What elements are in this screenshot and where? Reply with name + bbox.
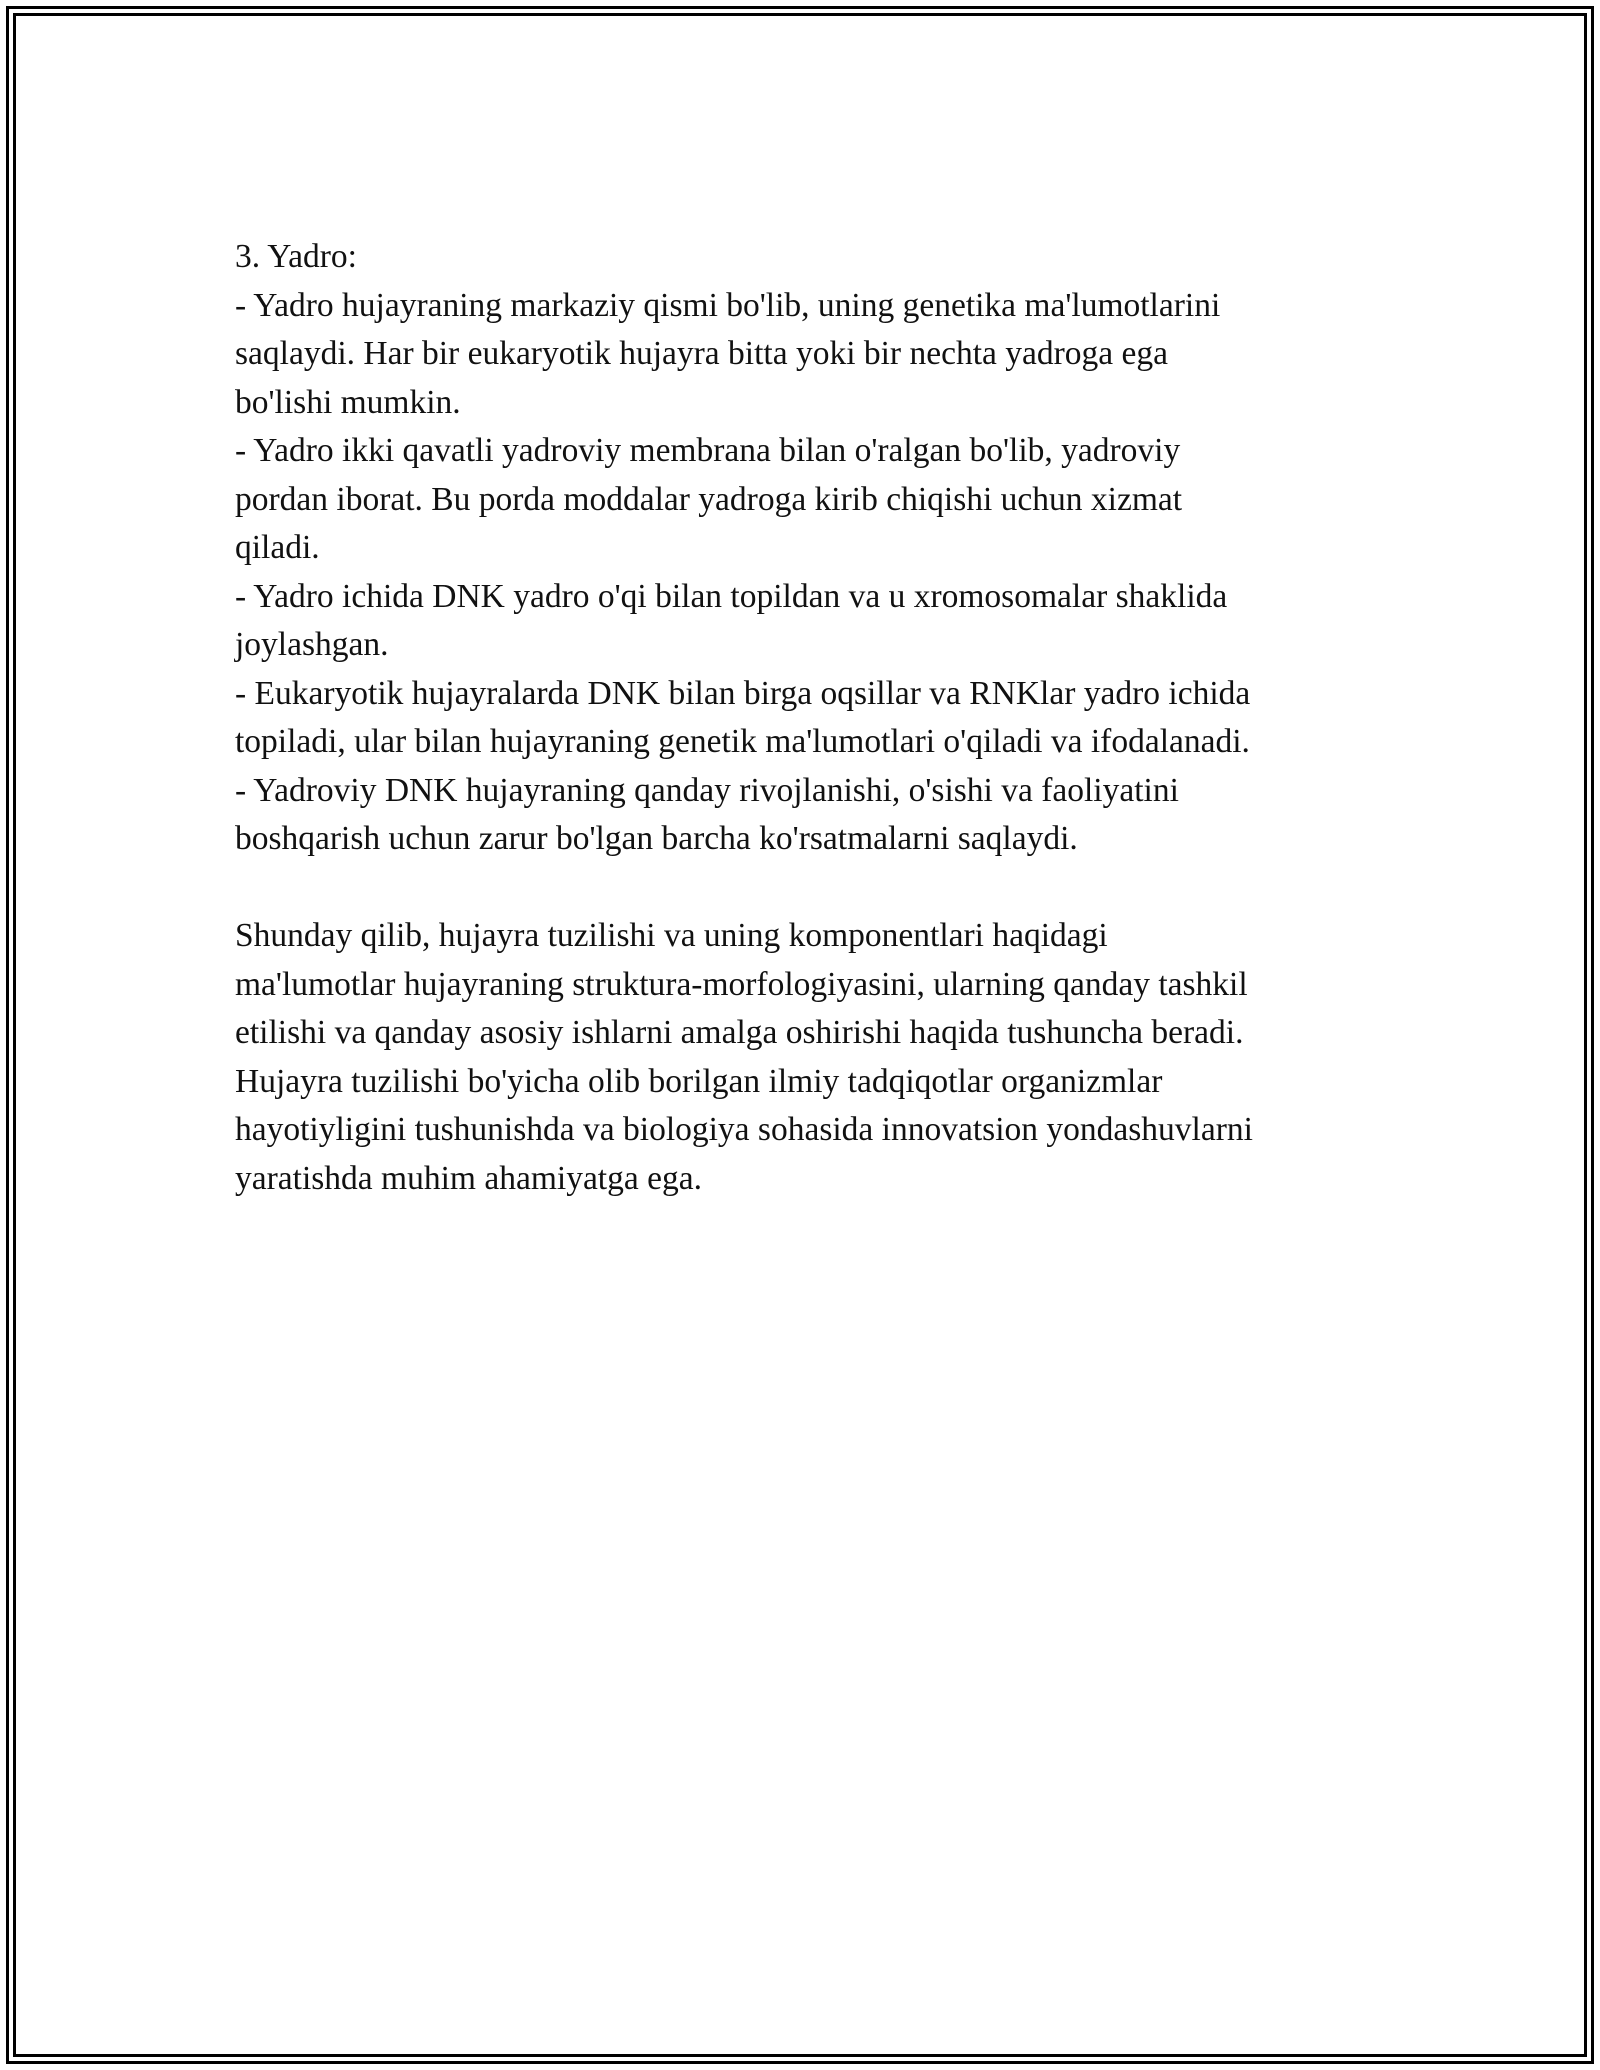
document-body <box>235 233 1365 1203</box>
text-line: saqlaydi. Har bir eukaryotik hujayra bitta yoki bir nechta yadroga ega <box>235 335 1169 372</box>
text-line: topiladi, ular bilan hujayraning genetik ma'lumotlari o'qiladi va ifodalanadi. <box>235 723 1250 760</box>
conclusion-line: Shunday qilib, hujayra tuzilishi va uning komponentlari haqidagi <box>235 917 1108 954</box>
text-line: - Eukaryotik hujayralarda DNK bilan birga oqsillar va RNKlar yadro ichida <box>235 674 1251 712</box>
text-line: qiladi. <box>235 529 320 566</box>
text-line: - Yadro ikki qavatli yadroviy membrana bilan o'ralgan bo'lib, yadroviy <box>235 432 1181 469</box>
text-line: - Yadro ichida DNK yadro o'qi bilan topildan va u xromosomalar shaklida <box>235 577 1228 615</box>
text-line: joylashgan. <box>235 626 389 663</box>
conclusion-line: hayotiyligini tushunishda va biologiya sohasida innovatsion yondashuvlarni <box>235 1111 1253 1148</box>
section-heading: 3. Yadro: <box>235 238 357 275</box>
text-line: - Yadro hujayraning markaziy qismi bo'lib, uning genetika ma'lumotlarini <box>235 286 1221 324</box>
text-line: pordan iborat. Bu porda moddalar yadroga kirib chiqishi uchun xizmat <box>235 480 1183 518</box>
conclusion-line: ma'lumotlar hujayraning struktura-morfologiyasini, ularning qanday tashkil <box>235 965 1248 1003</box>
text-line: boshqarish uchun zarur bo'lgan barcha ko'rsatmalarni saqlaydi. <box>235 820 1078 857</box>
conclusion-line: Hujayra tuzilishi bo'yicha olib borilgan ilmiy tadqiqotlar organizmlar <box>235 1062 1163 1100</box>
text-line: bo'lishi mumkin. <box>235 383 461 421</box>
conclusion-line: etilishi va qanday asosiy ishlarni amalga oshirishi haqida tushuncha beradi. <box>235 1014 1244 1051</box>
conclusion-line: yaratishda muhim ahamiyatga ega. <box>235 1159 702 1197</box>
blank-line <box>235 864 1365 913</box>
text-line: - Yadroviy DNK hujayraning qanday rivojlanishi, o'sishi va faoliyatini <box>235 771 1179 809</box>
